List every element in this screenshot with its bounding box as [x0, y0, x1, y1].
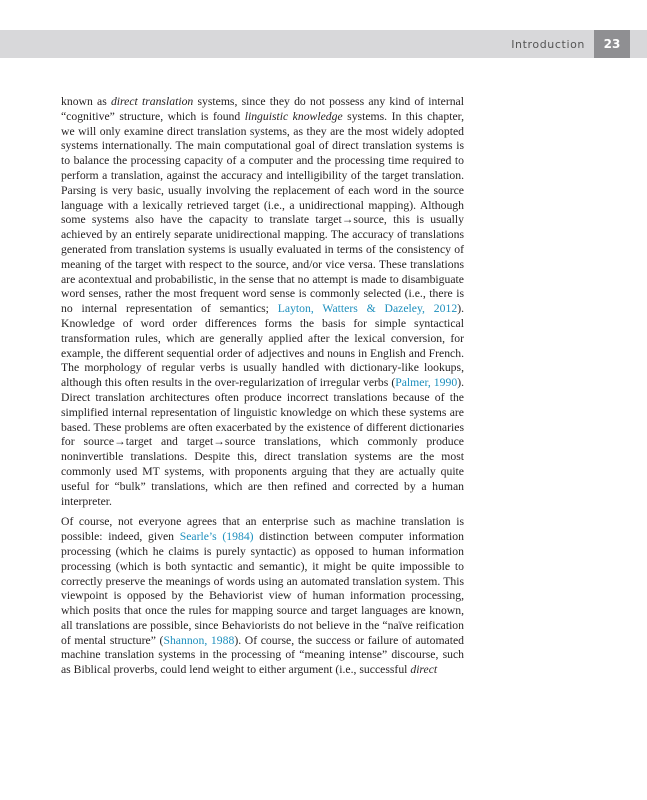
- page-number-badge: [594, 30, 630, 58]
- text-run: ). Knowledge of word order differences forms the basis for simple syntactical transformation rules, which are generally applied after the lexical conversion, for example, the different sequential order of adjectives and nouns in English and French. The morphology of regular verbs is usually handled with dictionary-like lookups, although this often results in the over-regularization of irregular verbs (: [61, 302, 465, 390]
- text-run: ). Of course, the success or failure of automated machine translation systems in the processing of “meaning intense” discourse, such as Biblical proverbs, could lend weight to either argument (i.e., successful: [61, 633, 465, 677]
- section-title: Introduction: [511, 38, 585, 51]
- term-direct: direct: [410, 663, 438, 677]
- text-run: Of course, not everyone agrees that an enterprise such as machine translation is possible: indeed, given: [61, 515, 464, 544]
- text-run: ). Direct translation architectures often produce incorrect translations because of the simplified internal representation of linguistic knowledge on which these systems are based. These problems are often exacerbated by the existence of different dictionaries for source→target and target→source translations, which commonly produce noninvertible translations. Despite this, direct translation systems are the most commonly used MT systems, with proponents arguing that they are actually quite useful for “bulk” translations, which are then refined and corrected by a human interpreter.: [61, 376, 465, 508]
- term-direct-translation: direct translation: [110, 95, 194, 108]
- citation-link-searle-1984[interactable]: Searle’s (1984): [179, 530, 254, 544]
- running-header: [0, 30, 647, 58]
- paragraph-2: [61, 515, 464, 678]
- text-run: systems, since they do not possess any kind of internal “cognitive” structure, which is found: [61, 95, 464, 123]
- body-text: [61, 95, 464, 678]
- text-run: systems. In this chapter, we will only examine direct translation systems, as they are the most widely adopted systems internationally. The main computational goal of direct translation systems is to balance the processing capacity of a computer and the processing time required to perform a translation, against the accuracy and intelligibility of the target translation. Parsing is very basic, usually involving the replacement of each word in the source language with a lexically retrieved target (i.e., a unidirectional mapping). Although some systems also have the capacity to translate target→source, this is usually achieved by an entirely separate unidirectional mapping. The accuracy of translations generated from translation systems is usually evaluated in terms of the consistency of meaning of the target with respect to the source, and/or vice versa. These translations are acontextual and probabilistic, in the sense that no attempt is made to disambiguate word senses, rather the most frequent word sense is commonly selected (i.e., there is no internal representation of semantics;: [61, 109, 464, 316]
- paragraph-1: [61, 95, 464, 509]
- citation-link-layton-2012[interactable]: Layton, Watters & Dazeley, 2012: [277, 302, 458, 316]
- citation-link-palmer-1990[interactable]: Palmer, 1990: [395, 376, 458, 390]
- text-run: distinction between computer information processing (which he claims is purely syntactic) as opposed to human information processing (which is both syntactic and semantic), it might be quite impossible to correctly preserve the meanings of words using an automated translation system. This viewpoint is opposed by the Behaviorist view of human information processing, which posits that once the rules for mapping source and target languages are known, all translations are possible, since Behaviorists do not believe in the “naïve reification of mental structure” (: [61, 530, 464, 647]
- citation-link-shannon-1988[interactable]: Shannon, 1988: [163, 633, 235, 647]
- text-run: known as: [61, 95, 111, 108]
- page-number: 23: [603, 37, 621, 51]
- term-linguistic-knowledge: linguistic knowledge: [244, 109, 343, 123]
